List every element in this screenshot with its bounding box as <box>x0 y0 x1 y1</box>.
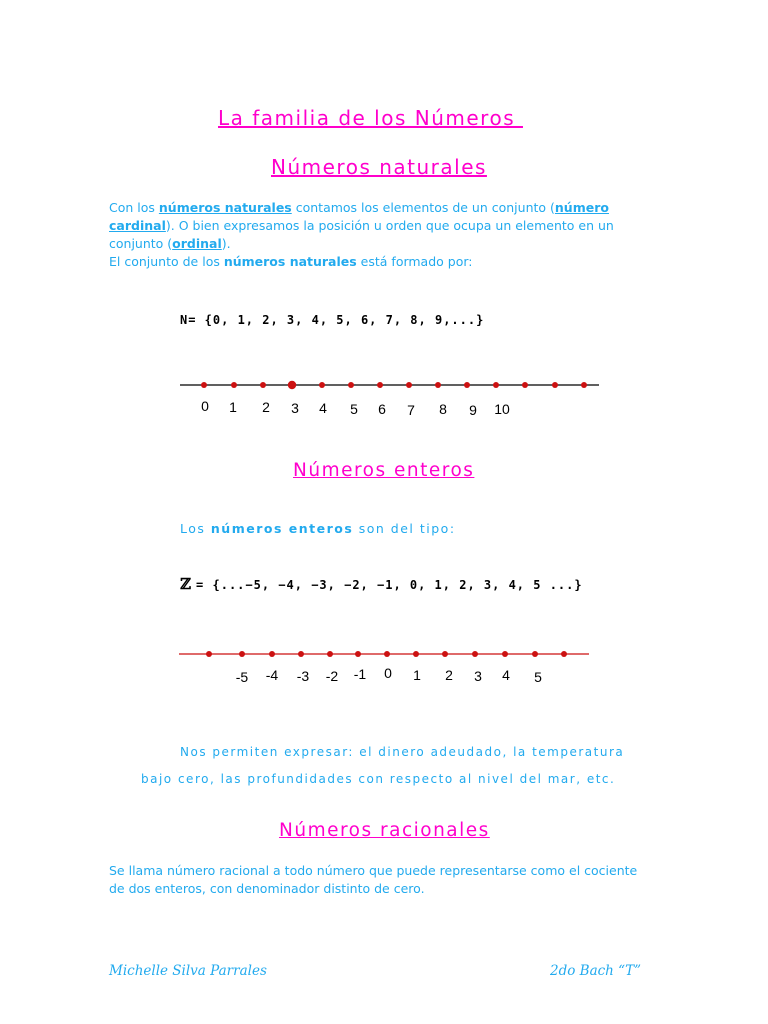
naturales-line-2: cardinal). O bien expresamos la posición u orden que ocupa un elemento en un <box>109 218 614 233</box>
natural-dot <box>581 382 587 388</box>
enteros-intro: Los números enteros son del tipo: <box>180 521 456 536</box>
integer-tick-label: -1 <box>353 666 367 682</box>
heading-enteros: Números enteros <box>293 460 475 481</box>
natural-dot <box>201 382 207 388</box>
integer-set-notation: ℤ = {...−5, −4, −3, −2, −1, 0, 1, 2, 3, 4, 5 ...} <box>180 575 583 593</box>
natural-dot <box>288 381 296 389</box>
natural-dot <box>464 382 470 388</box>
natural-tick-label: 4 <box>319 400 327 416</box>
natural-dot <box>493 382 499 388</box>
link-numero-cardinal[interactable]: número <box>554 200 609 215</box>
natural-tick-label: 10 <box>494 401 510 417</box>
natural-tick-label: 7 <box>407 402 415 418</box>
natural-dot <box>435 382 441 388</box>
integer-dot <box>561 651 567 657</box>
natural-tick-label: 9 <box>469 402 477 418</box>
integer-dot <box>442 651 448 657</box>
integer-tick-label: 1 <box>413 667 421 683</box>
integer-dot <box>206 651 212 657</box>
natural-dot <box>231 382 237 388</box>
footer-author: Michelle Silva Parrales <box>109 963 267 979</box>
natural-dot <box>406 382 412 388</box>
integer-tick-label: 5 <box>534 669 542 685</box>
integer-tick-label: -4 <box>265 667 279 683</box>
integer-tick-label: 4 <box>502 667 510 683</box>
page-title: La familia de los Números <box>218 106 523 130</box>
integer-dot <box>239 651 245 657</box>
natural-dot <box>552 382 558 388</box>
heading-racionales: Números racionales <box>279 820 490 841</box>
natural-dot <box>348 382 354 388</box>
integer-dot <box>327 651 333 657</box>
integer-dot <box>355 651 361 657</box>
integer-dot <box>413 651 419 657</box>
integer-dot <box>532 651 538 657</box>
integer-set-symbol: ℤ <box>180 575 191 593</box>
natural-tick-label: 3 <box>291 400 299 416</box>
natural-number-line <box>175 372 605 422</box>
racionales-paragraph <box>109 862 679 898</box>
naturales-paragraph <box>109 199 669 271</box>
natural-tick-label: 6 <box>378 401 386 417</box>
natural-tick-label: 1 <box>229 399 237 415</box>
integer-dot <box>298 651 304 657</box>
integer-dot <box>502 651 508 657</box>
natural-dot <box>377 382 383 388</box>
integer-tick-label: -3 <box>296 668 310 684</box>
integer-tick-label: 0 <box>384 665 392 681</box>
natural-tick-label: 2 <box>262 399 270 415</box>
natural-dot <box>522 382 528 388</box>
integer-tick-label: 3 <box>474 668 482 684</box>
integer-number-line <box>175 643 595 691</box>
natural-tick-label: 0 <box>201 398 209 414</box>
racionales-line-2: de dos enteros, con denominador distinto de cero. <box>109 881 425 896</box>
footer-course: 2do Bach “T” <box>550 963 641 979</box>
integer-tick-label: 2 <box>445 667 453 683</box>
link-numeros-naturales[interactable]: números naturales <box>158 200 292 215</box>
racionales-line-1: Se llama número racional a todo número que puede representarse como el cociente <box>109 863 638 878</box>
natural-tick-label: 8 <box>439 401 447 417</box>
integer-dot <box>384 651 390 657</box>
link-cardinal[interactable]: cardinal <box>109 218 166 233</box>
natural-dot <box>260 382 266 388</box>
naturales-line-3: conjunto (ordinal). <box>109 236 231 251</box>
naturales-line-1: Con los números naturales contamos los elementos de un conjunto (número <box>109 200 609 215</box>
integer-dot <box>269 651 275 657</box>
enteros-note-2: bajo cero, las profundidades con respecto al nivel del mar, etc. <box>141 772 616 786</box>
natural-set-notation: N= {0, 1, 2, 3, 4, 5, 6, 7, 8, 9,...} <box>180 313 485 327</box>
naturales-line-4: El conjunto de los números naturales está formado por: <box>109 254 473 269</box>
enteros-note-1: Nos permiten expresar: el dinero adeudado, la temperatura <box>180 745 625 759</box>
heading-naturales: Números naturales <box>271 155 487 179</box>
integer-tick-label: -5 <box>235 669 249 685</box>
integer-tick-label: -2 <box>325 668 339 684</box>
natural-tick-label: 5 <box>350 401 358 417</box>
natural-dot <box>319 382 325 388</box>
link-ordinal[interactable]: ordinal <box>172 236 222 251</box>
integer-dot <box>472 651 478 657</box>
